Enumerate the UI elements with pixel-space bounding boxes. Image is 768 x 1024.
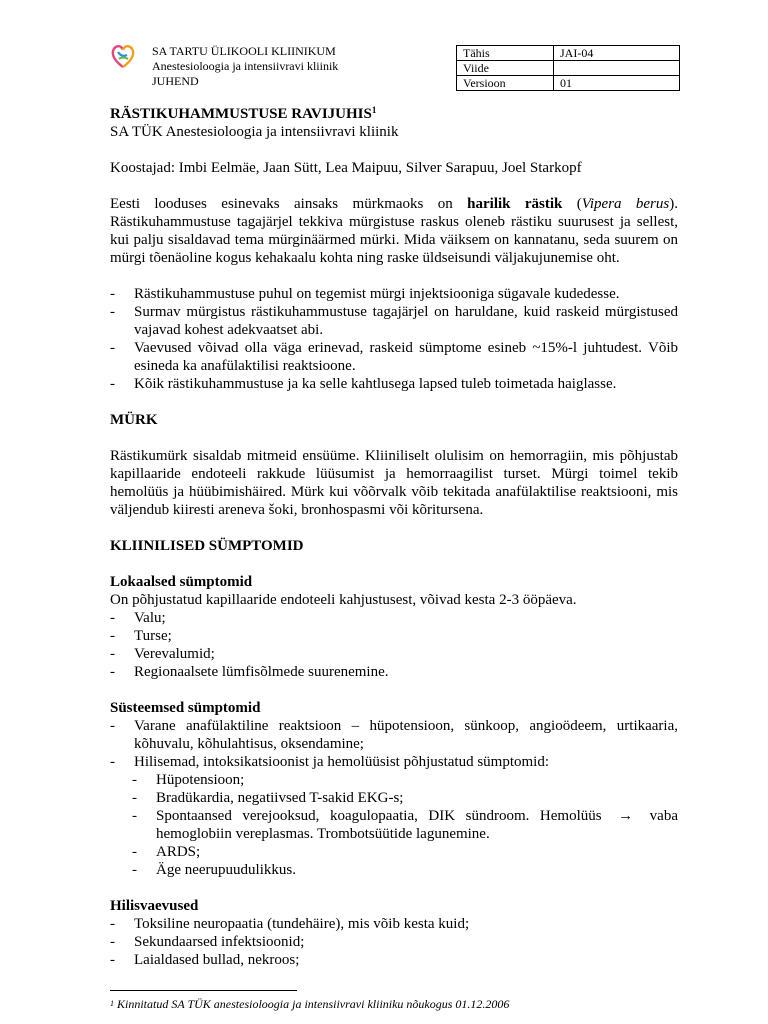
meta-row (457, 46, 680, 61)
arrow-icon: → (618, 808, 634, 824)
section-heading-symptoms: KLIINILISED SÜMPTOMID (110, 538, 304, 554)
document-subtitle: SA TÜK Anestesioloogia ja intensiivravi kliinik (110, 124, 399, 140)
sub-list-item: - Äge neerupuudulikkus. (132, 861, 678, 879)
meta-key: Versioon (457, 76, 554, 91)
list-item: - Sekundaarsed infektsioonid; (110, 933, 678, 951)
intro-list (110, 285, 678, 393)
document-title (110, 105, 678, 123)
list-item-text: Hilisemad, intoksikatsioonist ja hemolüüsist põhjustatud sümptomid: (134, 754, 549, 770)
footnote-text: Kinnitatud SA TÜK anestesioloogia ja intensiivravi kliiniku nõukogus 01.12.2006 (114, 997, 510, 1011)
systemic-symptom-list (110, 717, 678, 771)
intro-text: Eesti looduses esinevaks ainsaks mürkmaoks on (110, 196, 468, 212)
list-item: - Rästikuhammustuse puhul on tegemist mürgi injektsiooniga sügavale kudedesse. (110, 285, 678, 303)
meta-value: JAI-04 (554, 46, 680, 61)
subheading-local: Lokaalsed sümptomid (110, 574, 253, 590)
venom-paragraph: Rästikumürk sisaldab mitmeid ensüüme. Kliiniliselt olulisim on hemorragiin, mis põhjustab kapillaaride endoteeli rakkude lüüsumist ja hemorraagilist turset. Mürgi toimel tekib hemolüüs ja hüübimishäired. Mürk kui võõrvalk võib tekitada anafülaktilise reaktsiooni, mis väljendub kiiresti areneva šoki, bronhospasmi või kõritursena. (110, 448, 678, 518)
meta-key: Viide (457, 61, 554, 76)
footnote (110, 997, 509, 1011)
list-item: - Surmav mürgistus rästikuhammustuse tagajärjel on haruldane, kuid raskeid mürgistused vajavad kohest adekvaatset abi. (110, 303, 678, 339)
list-item (110, 753, 678, 771)
document-body (110, 105, 678, 969)
meta-value (554, 61, 680, 76)
subheading-late: Hilisvaevused (110, 898, 199, 914)
document-meta-table (456, 45, 680, 91)
list-item: - Varane anafülaktiline reaktsioon – hüpotensioon, sünkoop, angioödeem, urtikaaria, kõhuvalu, kõhulahtisus, oksendamine; (110, 717, 678, 753)
species-name: Vipera berus (581, 196, 670, 212)
doc-type: JUHEND (152, 74, 199, 88)
clinic-logo (111, 43, 135, 69)
meta-value: 01 (554, 76, 680, 91)
list-item: - Verevalumid; (110, 645, 678, 663)
footnote-mark: 1 (110, 999, 114, 1008)
hemolysis-text: vaba hemoglobiin vereplasmas. Trombotsüütide lagunemine. (156, 808, 678, 842)
org-name: SA TARTU ÜLIKOOLI KLIINIKUM (152, 44, 336, 58)
list-item: - Toksiline neuropaatia (tundehäire), mis võib kesta kuid; (110, 915, 678, 933)
list-item: - Regionaalsete lümfisõlmede suurenemine. (110, 663, 678, 681)
title-text: RÄSTIKUHAMMUSTUSE RAVIJUHIS (110, 106, 372, 122)
intro-text: ( (562, 196, 582, 212)
meta-key: Tähis (457, 46, 554, 61)
meta-row (457, 61, 680, 76)
systemic-sub-list (132, 771, 678, 879)
organization-block (152, 44, 338, 89)
list-item: - Vaevused võivad olla väga erinevad, raskeid sümptome esineb ~15%-l juhtudest. Võib esineda ka anafülaktilisi reaktsioone. (110, 339, 678, 375)
section-heading-venom: MÜRK (110, 412, 158, 428)
sub-list-item (132, 807, 678, 843)
footnote-ref[interactable]: 1 (371, 105, 377, 115)
org-department: Anestesioloogia ja intensiivravi kliinik (152, 59, 339, 73)
footnote-divider (110, 990, 297, 991)
subheading-systemic: Süsteemsed sümptomid (110, 700, 261, 716)
hemolysis-text: Spontaansed verejooksud, koagulopaatia, DIK sündroom. Hemolüüs (156, 808, 602, 824)
meta-row (457, 76, 680, 91)
local-symptom-list (110, 609, 678, 681)
sub-list-item: - ARDS; (132, 843, 678, 861)
intro-text: ). Rästikuhammustuse tagajärjel tekkiva mürgistuse raskus oleneb rästiku suurusest ja sellest, kui palju sisaldavad tema mürginäärmed mürki. Mida väiksem on kannatanu, seda suurem on mürgi tõenäoline kogus kehakaalu kohta ning raske üldseisundi väljakujunemise oht. (110, 196, 678, 266)
list-item: - Laialdased bullad, nekroos; (110, 951, 678, 969)
list-item: - Turse; (110, 627, 678, 645)
intro-bold: harilik rästik (467, 196, 563, 212)
intro-paragraph (110, 195, 678, 267)
list-item: - Valu; (110, 609, 678, 627)
sub-list-item: - Hüpotensioon; (132, 771, 678, 789)
late-symptom-list (110, 915, 678, 969)
authors: Koostajad: Imbi Eelmäe, Jaan Sütt, Lea Maipuu, Silver Sarapuu, Joel Starkopf (110, 160, 582, 176)
list-item: - Kõik rästikuhammustuse ja ka selle kahtlusega lapsed tuleb toimetada haiglasse. (110, 375, 678, 393)
local-description: On põhjustatud kapillaaride endoteeli kahjustusest, võivad kesta 2-3 ööpäeva. (110, 592, 577, 608)
sub-list-item: - Bradükardia, negatiivsed T-sakid EKG-s; (132, 789, 678, 807)
